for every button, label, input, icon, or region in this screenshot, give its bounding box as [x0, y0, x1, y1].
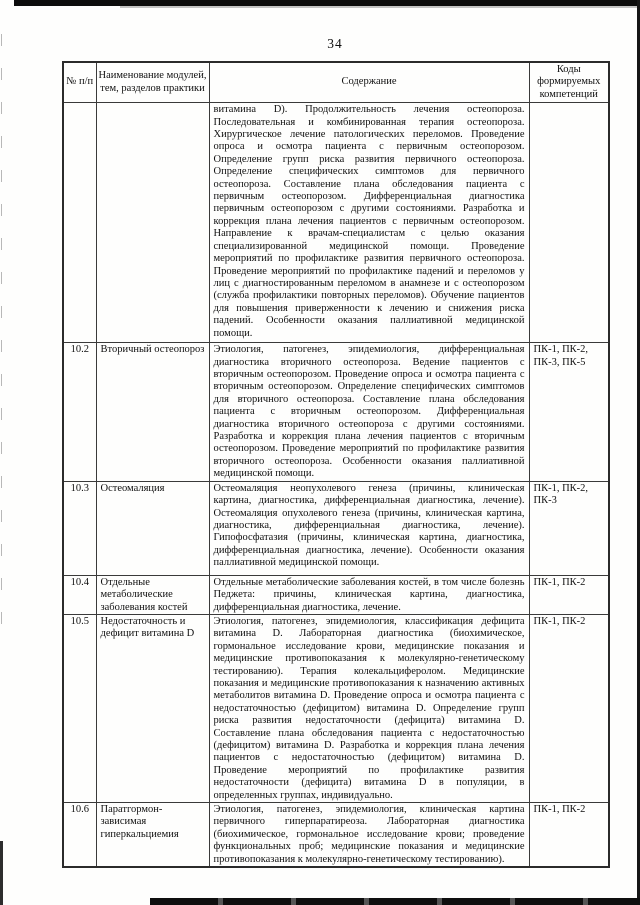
scan-edge-bottom — [150, 898, 640, 905]
table-row — [63, 103, 609, 343]
scan-noise-left — [1, 34, 2, 634]
scan-edge-bottom-left — [0, 841, 3, 905]
scan-edge-top-tail — [120, 6, 640, 8]
row-codes: ПК-1, ПК-2 — [529, 614, 609, 802]
table-row — [63, 575, 609, 614]
col-header-name: Наименование модулей, тем, разделов практики — [96, 62, 209, 103]
table-header-row — [63, 62, 609, 103]
row-codes: ПК-1, ПК-2 — [529, 575, 609, 614]
row-name — [96, 103, 209, 343]
row-num: 10.4 — [63, 575, 96, 614]
row-content: Этиология, патогенез, эпидемиология, клиническая картина первичного гиперпаратиреоза. Лабораторная диагностика (биохимическое, гормональное исследование крови; проведение функциональных проб; медицинские показания и медицинские противопоказания к молекулярно-генетическому тестированию). — [209, 803, 529, 868]
row-name: Паратгормон-зависимая гиперкальциемия — [96, 803, 209, 868]
col-header-num: № п/п — [63, 62, 96, 103]
row-content: витамина D). Продолжительность лечения остеопороза. Последовательная и комбинированная терапия остеопороза. Хирургическое лечение патологических переломов. Проведение опроса и осмотра пациента с первичным остеопорозом. Определение групп риска развития первичного остеопороза. Определение специфических симптомов для первичного остеопороза. Составление плана обследования пациента с первичным остеопорозом. Дифференциальная диагностика первичным остеопорозом с другими состояниями. Разработка и коррекция плана лечения пациентов с первичным остеопорозом. Направление к врачам-специалистам с целью оказания специализированной медицинской помощи. Проведение мероприятий по профилактике развития первичного остеопороза. Проведение мероприятий по профилактике падений и переломов у лиц с диагностированным переломом в анамнезе и с остеопорозом (служба профилактики повторных переломов). Обучение пациентов для повышения приверженности к лечению и снижения риска падений. Особенности оказания паллиативной медицинской помощи. — [209, 103, 529, 343]
row-codes: ПК-1, ПК-2, ПК-3, ПК-5 — [529, 343, 609, 481]
row-num — [63, 103, 96, 343]
row-name: Недостаточность и дефицит витамина D — [96, 614, 209, 802]
row-num: 10.2 — [63, 343, 96, 481]
row-content: Этиология, патогенез, эпидемиология, классификация дефицита витамина D. Лабораторная диагностика (биохимическое, гормональное исследование крови, медицинские показания и медицинские противопоказания к молекулярно-генетическому тестированию). Терапия колекальциферолом. Медицинские показания и медицинские противопоказания к назначению активных метаболитов витамина D. Проведение опроса и осмотра пациента с недостаточностью (дефицитом) витамина D. Определение групп риска развития недостаточности (дефицита) витамина D. Составление плана обследования пациента с недостаточностью (дефицитом) витамина D. Разработка и коррекция плана лечения пациентов с недостаточностью (дефицитом) витамина D. Проведение мероприятий по профилактике развития недостаточности (дефицита) витамина D в популяции, в определенных группах, индивидуально. — [209, 614, 529, 802]
table-row — [63, 343, 609, 481]
row-num: 10.6 — [63, 803, 96, 868]
table-row — [63, 803, 609, 868]
row-codes: ПК-1, ПК-2 — [529, 803, 609, 868]
row-content: Отдельные метаболические заболевания костей, в том числе болезнь Педжета: причины, клиническая картина, диагностика, дифференциальная диагностика, лечение. — [209, 575, 529, 614]
col-header-content: Содержание — [209, 62, 529, 103]
row-name: Отдельные метаболические заболевания костей — [96, 575, 209, 614]
row-num: 10.3 — [63, 481, 96, 575]
col-header-codes: Коды формируемых компетенций — [529, 62, 609, 103]
row-name: Остеомаляция — [96, 481, 209, 575]
practice-modules-table — [62, 61, 610, 868]
row-content: Этиология, патогенез, эпидемиология, дифференциальная диагностика вторичного остеопороза. Ведение пациентов с вторичным остеопорозом. Проведение опроса и осмотра пациента с вторичным остеопорозом. Определение специфических симптомов для вторичного остеопороза. Составление плана обследования пациента с вторичным остеопорозом. Дифференциальная диагностика вторичного остеопороза с другими состояниями. Разработка и коррекция плана лечения пациентов с вторичным остеопорозом. Проведение мероприятий по профилактике развития вторичного остеопороза. Особенности оказания паллиативной медицинской помощи. — [209, 343, 529, 481]
row-codes — [529, 103, 609, 343]
row-num: 10.5 — [63, 614, 96, 802]
page-number: 34 — [327, 36, 343, 51]
table-row — [63, 481, 609, 575]
row-content: Остеомаляция неопухолевого генеза (причины, клиническая картина, диагностика, дифференциальная диагностика, лечение). Остеомаляция опухолевого генеза (причины, клиническая картина, диагностика, дифференциальная диагностика, лечение). Гипофосфатазия (причины, клиническая картина, диагностика, дифференциальная диагностика, лечение). Особенности оказания паллиативной медицинской помощи. — [209, 481, 529, 575]
table-row — [63, 614, 609, 802]
row-name: Вторичный остеопороз — [96, 343, 209, 481]
row-codes: ПК-1, ПК-2, ПК-3 — [529, 481, 609, 575]
